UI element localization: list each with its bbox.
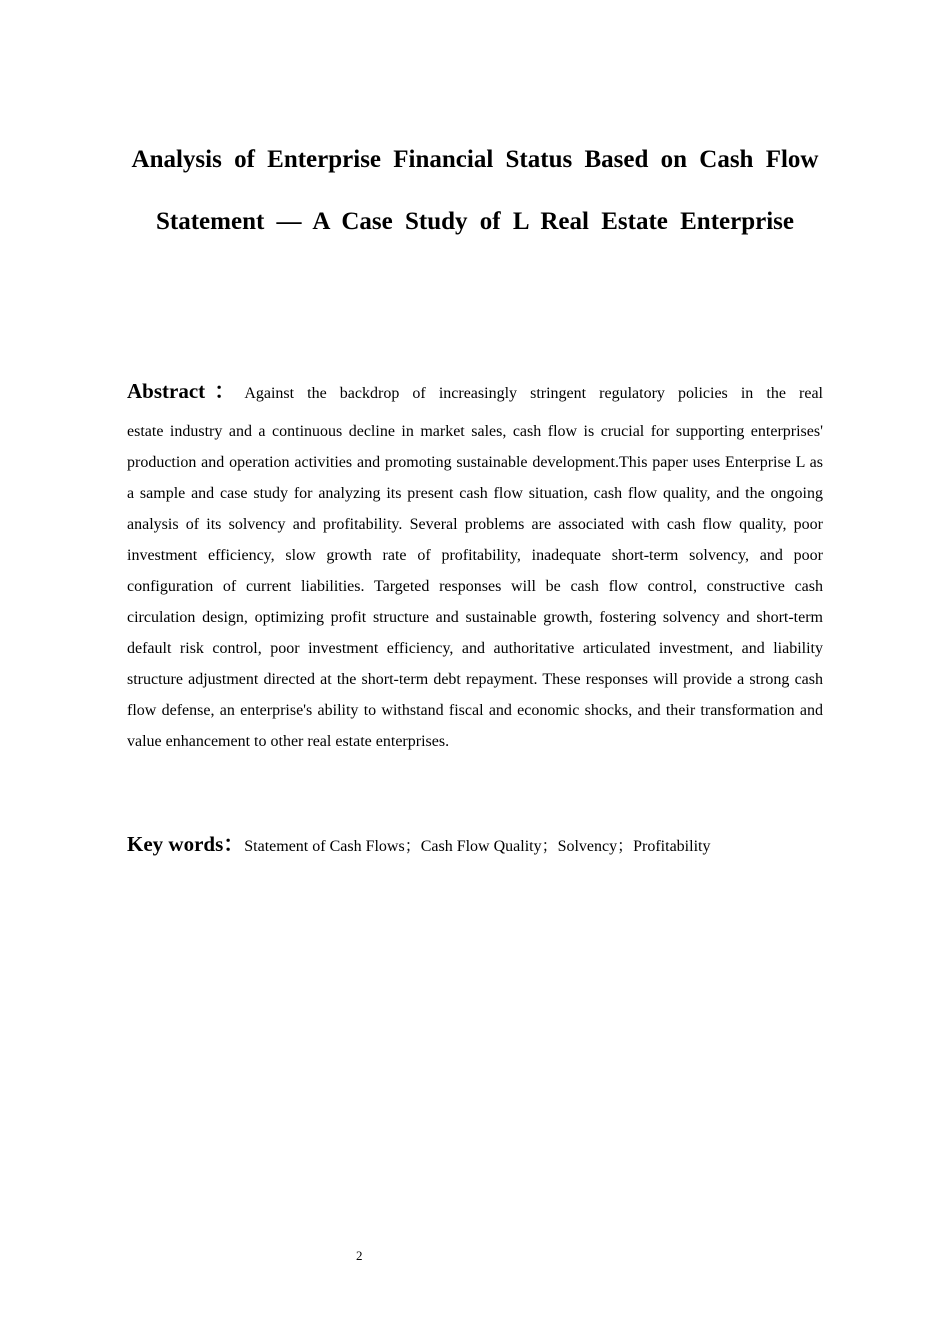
abstract-label: Abstract： bbox=[127, 379, 245, 403]
abstract-first-line bbox=[127, 375, 823, 416]
keywords-section bbox=[127, 828, 823, 863]
page-number: 2 bbox=[356, 1248, 363, 1263]
paper-title: Analysis of Enterprise Financial Status Based on Cash Flow Statement — A Case Study of L Real Estate Enterprise bbox=[131, 146, 819, 235]
abstract-body: estate industry and a continuous decline in market sales, cash flow is crucial for supporting enterprises' production and operation activities and promoting sustainable development.This paper uses Enterprise L as a sample and case study for analyzing its present cash flow situation, cash flow quality, and the ongoing analysis of its solvency and profitability. Several problems are associated with cash flow quality, poor investment efficiency, slow growth rate of profitability, inadequate short-term solvency, and poor configuration of current liabilities. Targeted responses will be cash flow control, constructive cash circulation design, optimizing profit structure and sustainable growth, fostering solvency and short-term default risk control, poor investment efficiency, and authoritative articulated investment, and liability structure adjustment directed at the short-term debt repayment. These responses will provide a strong cash flow defense, an enterprise's ability to withstand fiscal and economic shocks, and their transformation and value enhancement to other real estate enterprises. bbox=[127, 423, 823, 750]
abstract-section bbox=[127, 375, 823, 757]
abstract-first-line-text: Against the backdrop of increasingly stringent regulatory policies in the real bbox=[244, 385, 823, 402]
keywords-text: Statement of Cash Flows；Cash Flow Quality；Solvency；Profitability bbox=[244, 838, 711, 855]
keywords-label: Key words： bbox=[127, 832, 245, 856]
